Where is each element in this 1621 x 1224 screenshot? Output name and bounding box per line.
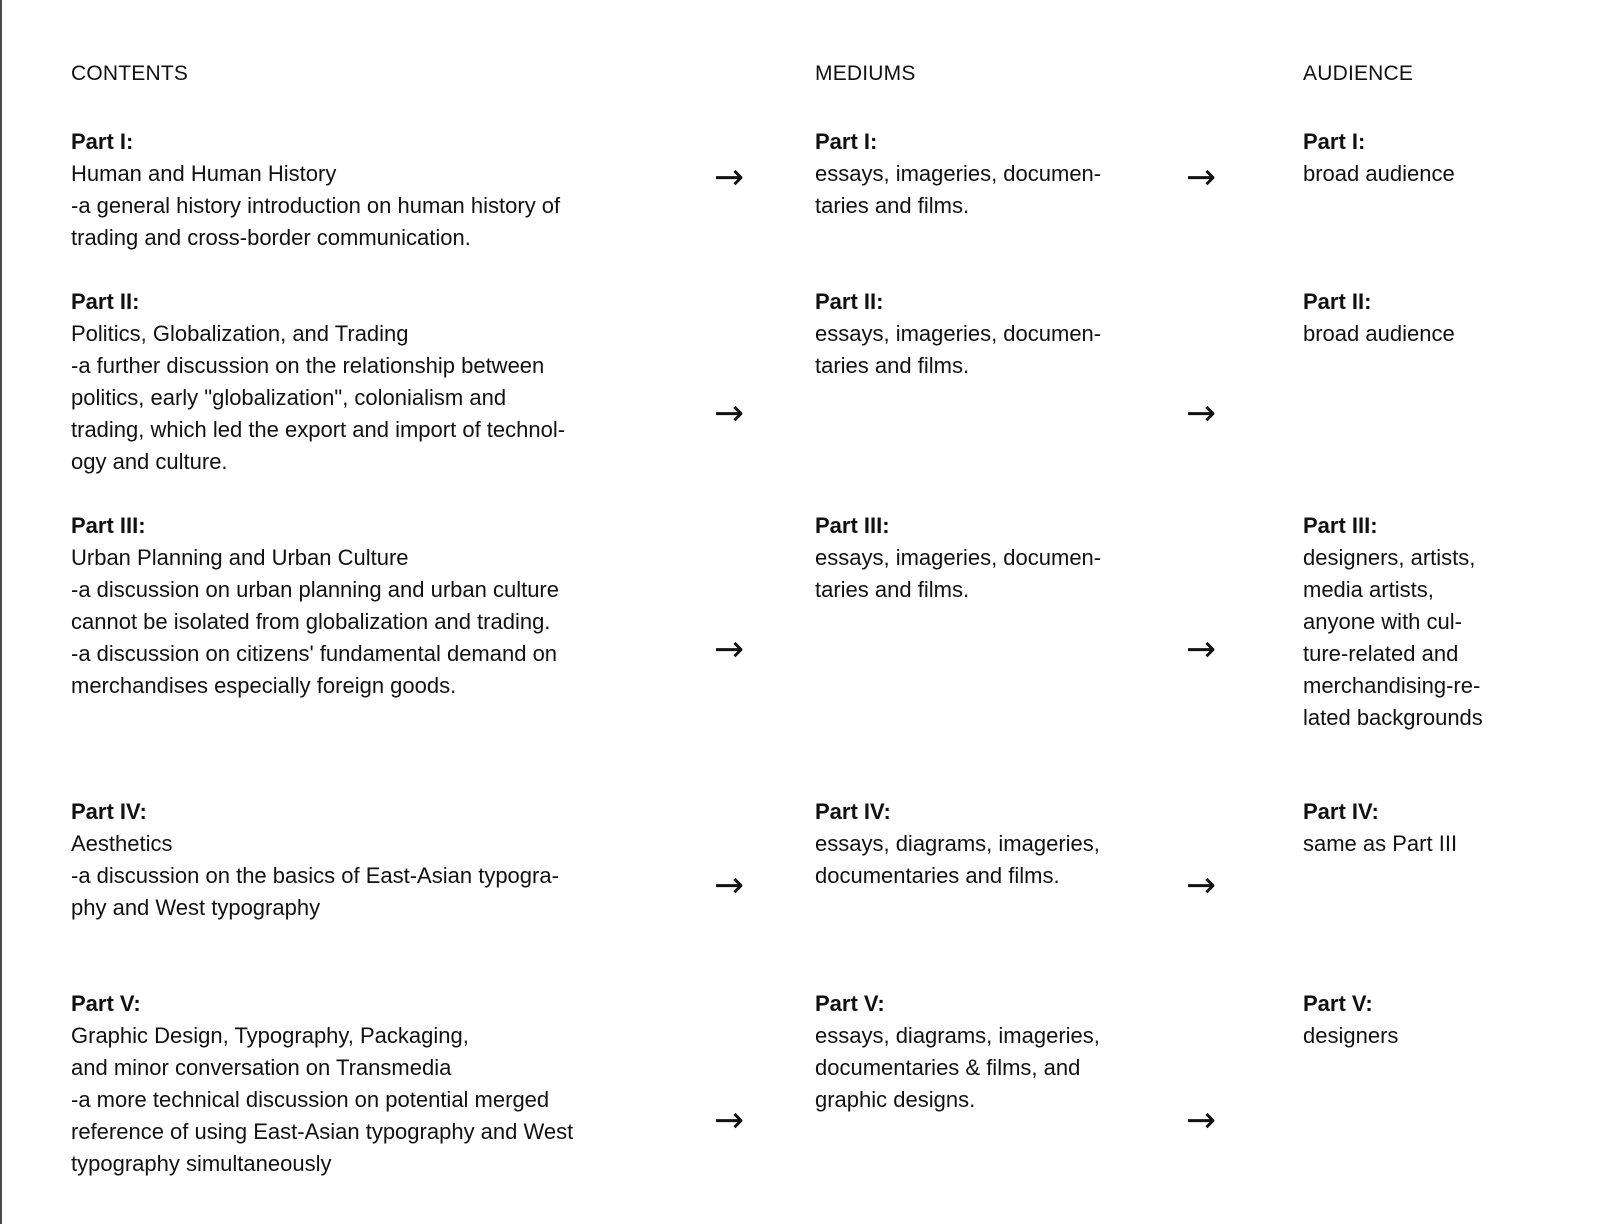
- part-label: Part I:: [1303, 129, 1366, 154]
- contents-line: -a general history introduction on human history of: [71, 193, 561, 218]
- mediums-line: graphic designs.: [815, 1087, 976, 1112]
- part-label: Part II:: [815, 289, 884, 314]
- mediums-line: essays, diagrams, imageries,: [815, 1023, 1100, 1048]
- audience-line: anyone with cul-: [1303, 609, 1462, 634]
- arrow-right-icon: →: [1186, 865, 1217, 906]
- contents-line: cannot be isolated from globalization and trading.: [71, 609, 551, 634]
- mediums-line: essays, imageries, documen-: [815, 161, 1102, 186]
- arrow-right-icon: →: [714, 393, 745, 434]
- arrow-right-icon: →: [1186, 393, 1217, 434]
- arrow-right-icon: →: [714, 865, 745, 906]
- left-border-line: [0, 0, 2, 1224]
- contents-line: Human and Human History: [71, 161, 337, 186]
- row-5-audience: [1303, 988, 1603, 1052]
- contents-line: and minor conversation on Transmedia: [71, 1055, 452, 1080]
- contents-line: phy and West typography: [71, 895, 321, 920]
- part-label: Part IV:: [71, 799, 147, 824]
- part-label: Part IV:: [815, 799, 891, 824]
- audience-line: same as Part III: [1303, 831, 1458, 856]
- audience-line: merchandising-re-: [1303, 673, 1481, 698]
- contents-line: trading and cross-border communication.: [71, 225, 471, 250]
- audience-line: ture-related and: [1303, 641, 1459, 666]
- audience-heading: AUDIENCE: [1303, 62, 1414, 85]
- contents-line: Urban Planning and Urban Culture: [71, 545, 409, 570]
- audience-line: lated backgrounds: [1303, 705, 1483, 730]
- row-3-mediums: [815, 510, 1155, 606]
- mediums-line: essays, imageries, documen-: [815, 545, 1102, 570]
- part-label: Part V:: [71, 991, 141, 1016]
- mediums-line: taries and films.: [815, 353, 970, 378]
- contents-line: -a discussion on citizens' fundamental demand on: [71, 641, 558, 666]
- row-5-mediums: [815, 988, 1155, 1116]
- contents-line: merchandises especially foreign goods.: [71, 673, 457, 698]
- audience-line: broad audience: [1303, 161, 1455, 186]
- row-4-audience: [1303, 796, 1603, 860]
- row-1-contents: [71, 126, 651, 254]
- audience-line: designers: [1303, 1023, 1399, 1048]
- row-3-audience: [1303, 510, 1603, 734]
- row-2-mediums: [815, 286, 1155, 382]
- part-label: Part I:: [815, 129, 878, 154]
- contents-line: Graphic Design, Typography, Packaging,: [71, 1023, 469, 1048]
- mediums-line: essays, diagrams, imageries,: [815, 831, 1100, 856]
- arrow-right-icon: →: [714, 157, 745, 198]
- contents-line: reference of using East-Asian typography and West: [71, 1119, 574, 1144]
- contents-line: typography simultaneously: [71, 1151, 332, 1176]
- contents-line: trading, which led the export and import of technol-: [71, 417, 566, 442]
- part-label: Part I:: [71, 129, 134, 154]
- row-1-mediums: [815, 126, 1155, 222]
- row-2-contents: [71, 286, 651, 478]
- row-2-audience: [1303, 286, 1603, 350]
- contents-line: -a more technical discussion on potential merged: [71, 1087, 550, 1112]
- contents-heading: CONTENTS: [71, 62, 189, 85]
- audience-line: designers, artists,: [1303, 545, 1476, 570]
- mediums-heading: MEDIUMS: [815, 62, 916, 85]
- contents-line: -a discussion on urban planning and urban culture: [71, 577, 559, 602]
- mediums-line: taries and films.: [815, 577, 970, 602]
- contents-line: -a further discussion on the relationship between: [71, 353, 545, 378]
- audience-line: media artists,: [1303, 577, 1434, 602]
- row-1-audience: [1303, 126, 1603, 190]
- row-4-mediums: [815, 796, 1155, 892]
- contents-line: politics, early "globalization", colonialism and: [71, 385, 507, 410]
- mediums-line: taries and films.: [815, 193, 970, 218]
- mediums-line: documentaries & films, and: [815, 1055, 1081, 1080]
- part-label: Part II:: [71, 289, 140, 314]
- contents-line: Aesthetics: [71, 831, 173, 856]
- part-label: Part V:: [815, 991, 885, 1016]
- contents-line: ogy and culture.: [71, 449, 228, 474]
- arrow-right-icon: →: [1186, 629, 1217, 670]
- arrow-right-icon: →: [1186, 1100, 1217, 1141]
- row-4-contents: [71, 796, 651, 924]
- part-label: Part III:: [1303, 513, 1378, 538]
- part-label: Part II:: [1303, 289, 1372, 314]
- arrow-right-icon: →: [1186, 157, 1217, 198]
- mediums-line: essays, imageries, documen-: [815, 321, 1102, 346]
- arrow-right-icon: →: [714, 1100, 745, 1141]
- part-label: Part III:: [815, 513, 890, 538]
- row-3-contents: [71, 510, 651, 702]
- audience-line: broad audience: [1303, 321, 1455, 346]
- part-label: Part V:: [1303, 991, 1373, 1016]
- contents-line: -a discussion on the basics of East-Asian typogra-: [71, 863, 559, 888]
- contents-line: Politics, Globalization, and Trading: [71, 321, 409, 346]
- part-label: Part III:: [71, 513, 146, 538]
- part-label: Part IV:: [1303, 799, 1379, 824]
- arrow-right-icon: →: [714, 629, 745, 670]
- mediums-line: documentaries and films.: [815, 863, 1060, 888]
- row-5-contents: [71, 988, 651, 1180]
